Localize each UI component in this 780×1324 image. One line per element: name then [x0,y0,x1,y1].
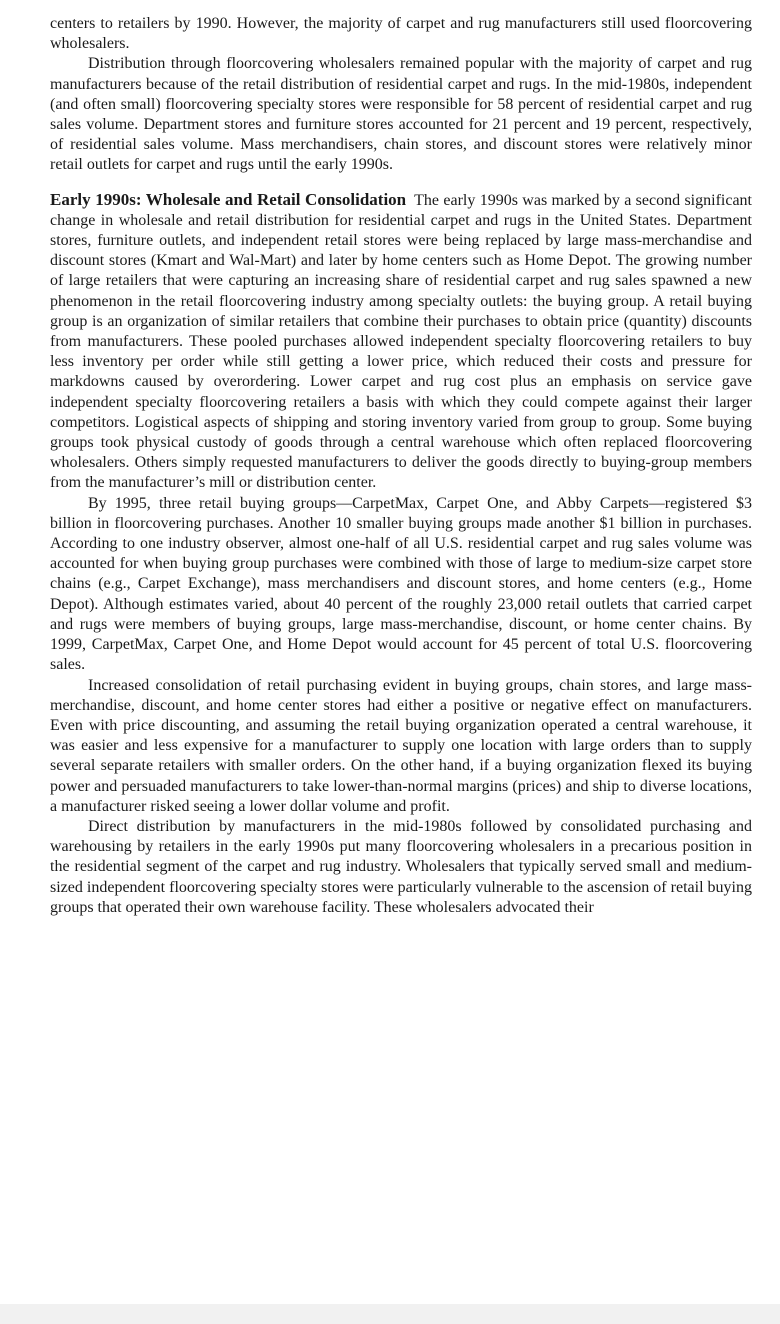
section-heading: Early 1990s: Wholesale and Retail Consolidation [50,189,407,209]
paragraph-direct-distribution: Direct distribution by manufacturers in the mid-1980s followed by consolidated purchasing and warehousing by retailers in the early 1990s put many floorcovering wholesalers in a precarious position in the residential segment of the carpet and rug industry. Wholesalers that typically served small and medium-sized independent floorcovering specialty stores were particularly vulnerable to the ascension of retail buying groups that operated their own warehouse facility. These wholesalers advocated their [50,817,752,916]
paragraph-continuation: centers to retailers by 1990. However, the majority of carpet and rug manufacturers still used floorcovering wholesalers. [50,15,752,53]
paragraph-consolidation-effects: Increased consolidation of retail purchasing evident in buying groups, chain stores, and large mass-merchandise, discount, and home center stores had either a positive or negative effect on manufacturers. Even with price discounting, and assuming the retail buying organization operated a central warehouse, it was easier and less expensive for a manufacturer to supply one location with large orders than to supply several separate retailers with smaller orders. On the other hand, if a buying organization flexed its buying power and persuaded manufacturers to take lower-than-normal margins (prices) and ship to diverse locations, a manufacturer risked seeing a lower dollar volume and profit. [50,676,752,815]
page-bottom-margin [0,1304,780,1324]
paragraph-wholesaler-distribution: Distribution through floorcovering wholesalers remained popular with the majority of carpet and rug manufacturers because of the retail distribution of residential carpet and rugs. In the mid-1980s, independent (and often small) floorcovering specialty stores were responsible for 58 percent of residential carpet and rug sales volume. Department stores and furniture stores accounted for 21 percent and 19 percent, respectively, of residential sales volume. Mass merchandisers, chain stores, and discount stores were relatively minor retail outlets for carpet and rugs until the early 1990s. [50,55,752,174]
paragraph-buying-groups-1995: By 1995, three retail buying groups—CarpetMax, Carpet One, and Abby Carpets—registered $3 billion in floorcovering purchases. Another 10 smaller buying groups made another $1 billion in purchases. According to one industry observer, almost one-half of all U.S. residential carpet and rug sales volume was accounted for when buying group purchases were combined with those of large to medium-size carpet store chains (e.g., Carpet Exchange), mass merchandisers and discount stores, and home centers (e.g., Home Depot). Although estimates varied, about 40 percent of the roughly 23,000 retail outlets that carried carpet and rugs were members of buying groups, large mass-merchandise, discount, or home center chains. By 1999, CarpetMax, Carpet One, and Home Depot would account for 45 percent of total U.S. floorcovering sales. [50,494,752,674]
section-body-text: The early 1990s was marked by a second significant change in wholesale and retail distribution for residential carpet and rugs in the United States. Department stores, furniture outlets, and independent retail stores were being replaced by large mass-merchandise and discount stores (Kmart and Wal-Mart) and later by home centers such as Home Depot. The growing number of large retailers that were capturing an increasing share of residential carpet and rug sales spawned a new phenomenon in the retail floorcovering industry among specialty outlets: the buying group. A retail buying group is an organization of similar retailers that combine their purchases to obtain price (quantity) discounts from manufacturers. These pooled purchases allowed independent specialty floorcovering retailers to buy less inventory per order while still getting a lower price, which reduced their costs and pressure for markdowns caused by overordering. Lower carpet and rug cost plus an emphasis on service gave independent specialty floorcovering retailers a basis with which they could compete against their larger competitors. Logistical aspects of shipping and storing inventory varied from group to group. Some buying groups took physical custody of goods through a central warehouse which often replaced floorcovering wholesalers. Others simply requested manufacturers to deliver the goods directly to buying-group members from the manufacturer’s mill or distribution center. [50,191,752,492]
paragraph-consolidation [50,190,752,494]
